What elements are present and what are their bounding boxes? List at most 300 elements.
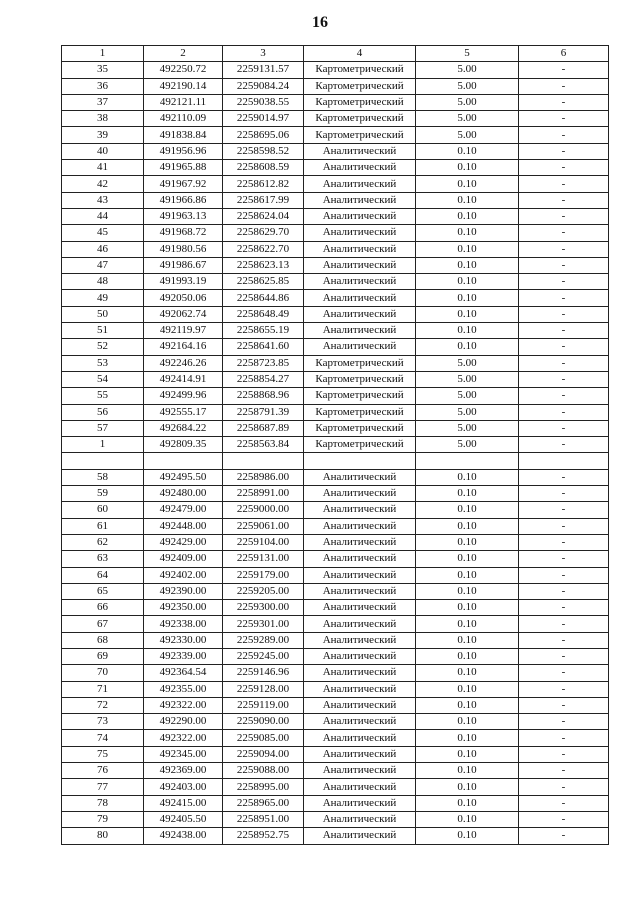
method-cell [304, 453, 416, 469]
method-cell: Аналитический [304, 143, 416, 159]
note-cell: - [519, 795, 609, 811]
table-row [62, 567, 609, 583]
table-row [62, 437, 609, 453]
point-number-cell: 77 [62, 779, 144, 795]
note-cell: - [519, 697, 609, 713]
note-cell: - [519, 225, 609, 241]
method-cell: Картометрический [304, 371, 416, 387]
table-row [62, 257, 609, 273]
table-row [62, 616, 609, 632]
x-coordinate-cell: 492062.74 [144, 306, 223, 322]
note-cell: - [519, 811, 609, 827]
y-coordinate-cell: 2259289.00 [223, 632, 304, 648]
table-row [62, 241, 609, 257]
accuracy-cell: 0.10 [416, 502, 519, 518]
table-row [62, 160, 609, 176]
x-coordinate-cell: 492409.00 [144, 551, 223, 567]
x-coordinate-cell: 491838.84 [144, 127, 223, 143]
point-number-cell: 56 [62, 404, 144, 420]
note-cell: - [519, 323, 609, 339]
accuracy-cell: 0.10 [416, 518, 519, 534]
table-row [62, 811, 609, 827]
x-coordinate-cell: 492405.50 [144, 811, 223, 827]
y-coordinate-cell: 2259119.00 [223, 697, 304, 713]
accuracy-cell: 0.10 [416, 714, 519, 730]
accuracy-cell: 5.00 [416, 404, 519, 420]
note-cell: - [519, 62, 609, 78]
point-number-cell: 58 [62, 469, 144, 485]
x-coordinate-cell: 492402.00 [144, 567, 223, 583]
x-coordinate-cell: 492164.16 [144, 339, 223, 355]
method-cell: Картометрический [304, 388, 416, 404]
table-row [62, 665, 609, 681]
accuracy-cell: 0.10 [416, 339, 519, 355]
method-cell: Аналитический [304, 828, 416, 844]
note-cell [519, 453, 609, 469]
column-header: 5 [416, 46, 519, 62]
accuracy-cell: 0.10 [416, 160, 519, 176]
note-cell: - [519, 306, 609, 322]
y-coordinate-cell: 2259205.00 [223, 583, 304, 599]
method-cell: Аналитический [304, 486, 416, 502]
point-number-cell: 37 [62, 94, 144, 110]
method-cell: Аналитический [304, 306, 416, 322]
accuracy-cell: 0.10 [416, 551, 519, 567]
x-coordinate-cell: 492480.00 [144, 486, 223, 502]
table-row [62, 127, 609, 143]
accuracy-cell: 0.10 [416, 665, 519, 681]
method-cell: Аналитический [304, 763, 416, 779]
accuracy-cell [416, 453, 519, 469]
y-coordinate-cell: 2258951.00 [223, 811, 304, 827]
table-row [62, 94, 609, 110]
table-row [62, 453, 609, 469]
method-cell: Картометрический [304, 420, 416, 436]
table-row [62, 714, 609, 730]
point-number-cell: 47 [62, 257, 144, 273]
point-number-cell: 67 [62, 616, 144, 632]
point-number-cell: 36 [62, 78, 144, 94]
x-coordinate-cell: 492415.00 [144, 795, 223, 811]
accuracy-cell: 0.10 [416, 828, 519, 844]
method-cell: Аналитический [304, 746, 416, 762]
table-row [62, 192, 609, 208]
y-coordinate-cell: 2259085.00 [223, 730, 304, 746]
x-coordinate-cell: 492499.96 [144, 388, 223, 404]
note-cell: - [519, 730, 609, 746]
x-coordinate-cell: 491993.19 [144, 274, 223, 290]
method-cell: Аналитический [304, 290, 416, 306]
table-row [62, 143, 609, 159]
note-cell: - [519, 111, 609, 127]
accuracy-cell: 5.00 [416, 127, 519, 143]
note-cell: - [519, 502, 609, 518]
accuracy-cell: 0.10 [416, 681, 519, 697]
point-number-cell: 63 [62, 551, 144, 567]
method-cell: Аналитический [304, 697, 416, 713]
table-row [62, 486, 609, 502]
accuracy-cell: 0.10 [416, 225, 519, 241]
method-cell: Аналитический [304, 811, 416, 827]
x-coordinate-cell: 492190.14 [144, 78, 223, 94]
table-row [62, 746, 609, 762]
x-coordinate-cell: 491968.72 [144, 225, 223, 241]
note-cell: - [519, 94, 609, 110]
table-row [62, 111, 609, 127]
note-cell: - [519, 600, 609, 616]
y-coordinate-cell: 2258608.59 [223, 160, 304, 176]
column-header: 4 [304, 46, 416, 62]
table-body [62, 62, 609, 844]
table-row [62, 404, 609, 420]
note-cell: - [519, 241, 609, 257]
y-coordinate-cell: 2258868.96 [223, 388, 304, 404]
accuracy-cell: 5.00 [416, 420, 519, 436]
point-number-cell: 78 [62, 795, 144, 811]
point-number-cell: 50 [62, 306, 144, 322]
point-number-cell: 64 [62, 567, 144, 583]
x-coordinate-cell: 492322.00 [144, 697, 223, 713]
method-cell: Аналитический [304, 600, 416, 616]
y-coordinate-cell: 2258723.85 [223, 355, 304, 371]
table-row [62, 763, 609, 779]
x-coordinate-cell: 492429.00 [144, 534, 223, 550]
table-row [62, 795, 609, 811]
point-number-cell: 45 [62, 225, 144, 241]
method-cell: Аналитический [304, 518, 416, 534]
x-coordinate-cell: 492330.00 [144, 632, 223, 648]
x-coordinate-cell: 492369.00 [144, 763, 223, 779]
method-cell: Картометрический [304, 355, 416, 371]
table-row [62, 176, 609, 192]
point-number-cell: 41 [62, 160, 144, 176]
accuracy-cell: 5.00 [416, 388, 519, 404]
note-cell: - [519, 665, 609, 681]
note-cell: - [519, 274, 609, 290]
accuracy-cell: 5.00 [416, 111, 519, 127]
point-number-cell: 69 [62, 648, 144, 664]
note-cell: - [519, 648, 609, 664]
point-number-cell: 1 [62, 437, 144, 453]
y-coordinate-cell: 2258695.06 [223, 127, 304, 143]
note-cell: - [519, 404, 609, 420]
point-number-cell: 80 [62, 828, 144, 844]
point-number-cell: 35 [62, 62, 144, 78]
note-cell: - [519, 371, 609, 387]
table-row [62, 600, 609, 616]
y-coordinate-cell: 2258952.75 [223, 828, 304, 844]
note-cell: - [519, 437, 609, 453]
accuracy-cell: 0.10 [416, 811, 519, 827]
method-cell: Аналитический [304, 257, 416, 273]
point-number-cell: 53 [62, 355, 144, 371]
method-cell: Аналитический [304, 648, 416, 664]
point-number-cell: 40 [62, 143, 144, 159]
accuracy-cell: 0.10 [416, 257, 519, 273]
y-coordinate-cell: 2259131.57 [223, 62, 304, 78]
note-cell: - [519, 534, 609, 550]
y-coordinate-cell: 2258625.85 [223, 274, 304, 290]
x-coordinate-cell: 492050.06 [144, 290, 223, 306]
x-coordinate-cell: 492438.00 [144, 828, 223, 844]
note-cell: - [519, 681, 609, 697]
method-cell: Аналитический [304, 681, 416, 697]
method-cell: Картометрический [304, 127, 416, 143]
method-cell: Аналитический [304, 323, 416, 339]
accuracy-cell: 0.10 [416, 616, 519, 632]
point-number-cell: 60 [62, 502, 144, 518]
x-coordinate-cell: 492355.00 [144, 681, 223, 697]
x-coordinate-cell: 492121.11 [144, 94, 223, 110]
y-coordinate-cell: 2258687.89 [223, 420, 304, 436]
y-coordinate-cell: 2259104.00 [223, 534, 304, 550]
table-row [62, 583, 609, 599]
y-coordinate-cell: 2258854.27 [223, 371, 304, 387]
x-coordinate-cell: 492403.00 [144, 779, 223, 795]
accuracy-cell: 0.10 [416, 469, 519, 485]
table-row [62, 730, 609, 746]
accuracy-cell: 0.10 [416, 486, 519, 502]
note-cell: - [519, 78, 609, 94]
y-coordinate-cell [223, 453, 304, 469]
x-coordinate-cell: 491967.92 [144, 176, 223, 192]
accuracy-cell: 0.10 [416, 795, 519, 811]
y-coordinate-cell: 2258641.60 [223, 339, 304, 355]
y-coordinate-cell: 2258986.00 [223, 469, 304, 485]
note-cell: - [519, 551, 609, 567]
y-coordinate-cell: 2259084.24 [223, 78, 304, 94]
x-coordinate-cell: 492339.00 [144, 648, 223, 664]
page-number: 16 [312, 14, 328, 31]
y-coordinate-cell: 2258644.86 [223, 290, 304, 306]
accuracy-cell: 0.10 [416, 192, 519, 208]
y-coordinate-cell: 2259245.00 [223, 648, 304, 664]
point-number-cell: 54 [62, 371, 144, 387]
column-header: 1 [62, 46, 144, 62]
accuracy-cell: 0.10 [416, 290, 519, 306]
y-coordinate-cell: 2258965.00 [223, 795, 304, 811]
x-coordinate-cell: 492350.00 [144, 600, 223, 616]
x-coordinate-cell: 492390.00 [144, 583, 223, 599]
y-coordinate-cell: 2259061.00 [223, 518, 304, 534]
note-cell: - [519, 486, 609, 502]
point-number-cell: 43 [62, 192, 144, 208]
note-cell: - [519, 518, 609, 534]
table-row [62, 828, 609, 844]
point-number-cell: 70 [62, 665, 144, 681]
y-coordinate-cell: 2259128.00 [223, 681, 304, 697]
note-cell: - [519, 192, 609, 208]
method-cell: Аналитический [304, 714, 416, 730]
y-coordinate-cell: 2259301.00 [223, 616, 304, 632]
table-row [62, 420, 609, 436]
accuracy-cell: 0.10 [416, 763, 519, 779]
y-coordinate-cell: 2258623.13 [223, 257, 304, 273]
note-cell: - [519, 616, 609, 632]
x-coordinate-cell: 492322.00 [144, 730, 223, 746]
x-coordinate-cell: 492364.54 [144, 665, 223, 681]
point-number-cell: 44 [62, 208, 144, 224]
column-header: 6 [519, 46, 609, 62]
accuracy-cell: 5.00 [416, 355, 519, 371]
note-cell: - [519, 583, 609, 599]
method-cell: Картометрический [304, 437, 416, 453]
y-coordinate-cell: 2258617.99 [223, 192, 304, 208]
x-coordinate-cell: 492345.00 [144, 746, 223, 762]
table-row [62, 371, 609, 387]
table-row [62, 469, 609, 485]
x-coordinate-cell: 491965.88 [144, 160, 223, 176]
y-coordinate-cell: 2258995.00 [223, 779, 304, 795]
column-header: 3 [223, 46, 304, 62]
column-header: 2 [144, 46, 223, 62]
x-coordinate-cell: 491963.13 [144, 208, 223, 224]
x-coordinate-cell: 492479.00 [144, 502, 223, 518]
point-number-cell: 49 [62, 290, 144, 306]
table-row [62, 323, 609, 339]
note-cell: - [519, 779, 609, 795]
method-cell: Аналитический [304, 779, 416, 795]
y-coordinate-cell: 2259090.00 [223, 714, 304, 730]
method-cell: Аналитический [304, 730, 416, 746]
method-cell: Аналитический [304, 176, 416, 192]
table-row [62, 518, 609, 534]
x-coordinate-cell: 491986.67 [144, 257, 223, 273]
point-number-cell: 57 [62, 420, 144, 436]
x-coordinate-cell: 492448.00 [144, 518, 223, 534]
accuracy-cell: 0.10 [416, 306, 519, 322]
y-coordinate-cell: 2258598.52 [223, 143, 304, 159]
accuracy-cell: 5.00 [416, 437, 519, 453]
y-coordinate-cell: 2259038.55 [223, 94, 304, 110]
accuracy-cell: 0.10 [416, 176, 519, 192]
y-coordinate-cell: 2258622.70 [223, 241, 304, 257]
x-coordinate-cell: 492809.35 [144, 437, 223, 453]
x-coordinate-cell: 492684.22 [144, 420, 223, 436]
point-number-cell: 68 [62, 632, 144, 648]
y-coordinate-cell: 2258648.49 [223, 306, 304, 322]
point-number-cell: 66 [62, 600, 144, 616]
x-coordinate-cell: 491980.56 [144, 241, 223, 257]
note-cell: - [519, 567, 609, 583]
note-cell: - [519, 208, 609, 224]
y-coordinate-cell: 2258563.84 [223, 437, 304, 453]
x-coordinate-cell: 492495.50 [144, 469, 223, 485]
y-coordinate-cell: 2258655.19 [223, 323, 304, 339]
table-row [62, 225, 609, 241]
method-cell: Аналитический [304, 502, 416, 518]
x-coordinate-cell: 492110.09 [144, 111, 223, 127]
y-coordinate-cell: 2259088.00 [223, 763, 304, 779]
note-cell: - [519, 420, 609, 436]
method-cell: Аналитический [304, 160, 416, 176]
method-cell: Аналитический [304, 339, 416, 355]
y-coordinate-cell: 2259014.97 [223, 111, 304, 127]
table-row [62, 78, 609, 94]
point-number-cell: 52 [62, 339, 144, 355]
accuracy-cell: 5.00 [416, 78, 519, 94]
y-coordinate-cell: 2259146.96 [223, 665, 304, 681]
note-cell: - [519, 355, 609, 371]
method-cell: Аналитический [304, 274, 416, 290]
y-coordinate-cell: 2258629.70 [223, 225, 304, 241]
note-cell: - [519, 469, 609, 485]
table-row [62, 339, 609, 355]
method-cell: Аналитический [304, 208, 416, 224]
point-number-cell: 59 [62, 486, 144, 502]
accuracy-cell: 0.10 [416, 274, 519, 290]
table-row [62, 388, 609, 404]
note-cell: - [519, 176, 609, 192]
y-coordinate-cell: 2259300.00 [223, 600, 304, 616]
accuracy-cell: 0.10 [416, 746, 519, 762]
table-row [62, 355, 609, 371]
method-cell: Картометрический [304, 94, 416, 110]
accuracy-cell: 0.10 [416, 697, 519, 713]
table-row [62, 779, 609, 795]
x-coordinate-cell: 492290.00 [144, 714, 223, 730]
method-cell: Аналитический [304, 616, 416, 632]
point-number-cell: 71 [62, 681, 144, 697]
note-cell: - [519, 632, 609, 648]
point-number-cell: 42 [62, 176, 144, 192]
table-header-row [62, 46, 609, 62]
y-coordinate-cell: 2259179.00 [223, 567, 304, 583]
method-cell: Аналитический [304, 225, 416, 241]
table-row [62, 290, 609, 306]
accuracy-cell: 0.10 [416, 779, 519, 795]
table-row [62, 697, 609, 713]
accuracy-cell: 0.10 [416, 323, 519, 339]
point-number-cell: 48 [62, 274, 144, 290]
note-cell: - [519, 143, 609, 159]
accuracy-cell: 0.10 [416, 534, 519, 550]
table-row [62, 306, 609, 322]
x-coordinate-cell: 492246.26 [144, 355, 223, 371]
table-row [62, 632, 609, 648]
accuracy-cell: 5.00 [416, 371, 519, 387]
method-cell: Аналитический [304, 665, 416, 681]
point-number-cell: 79 [62, 811, 144, 827]
method-cell: Картометрический [304, 111, 416, 127]
method-cell: Аналитический [304, 192, 416, 208]
method-cell: Аналитический [304, 241, 416, 257]
method-cell: Аналитический [304, 583, 416, 599]
method-cell: Аналитический [304, 795, 416, 811]
method-cell: Аналитический [304, 534, 416, 550]
y-coordinate-cell: 2258791.39 [223, 404, 304, 420]
method-cell: Аналитический [304, 469, 416, 485]
x-coordinate-cell: 491956.96 [144, 143, 223, 159]
note-cell: - [519, 828, 609, 844]
y-coordinate-cell: 2258991.00 [223, 486, 304, 502]
note-cell: - [519, 714, 609, 730]
table-row [62, 208, 609, 224]
note-cell: - [519, 339, 609, 355]
accuracy-cell: 0.10 [416, 143, 519, 159]
point-number-cell: 72 [62, 697, 144, 713]
point-number-cell: 76 [62, 763, 144, 779]
x-coordinate-cell: 492119.97 [144, 323, 223, 339]
x-coordinate-cell: 492555.17 [144, 404, 223, 420]
point-number-cell: 61 [62, 518, 144, 534]
table-row [62, 681, 609, 697]
point-number-cell: 55 [62, 388, 144, 404]
table-row [62, 274, 609, 290]
accuracy-cell: 0.10 [416, 567, 519, 583]
accuracy-cell: 0.10 [416, 241, 519, 257]
method-cell: Картометрический [304, 404, 416, 420]
